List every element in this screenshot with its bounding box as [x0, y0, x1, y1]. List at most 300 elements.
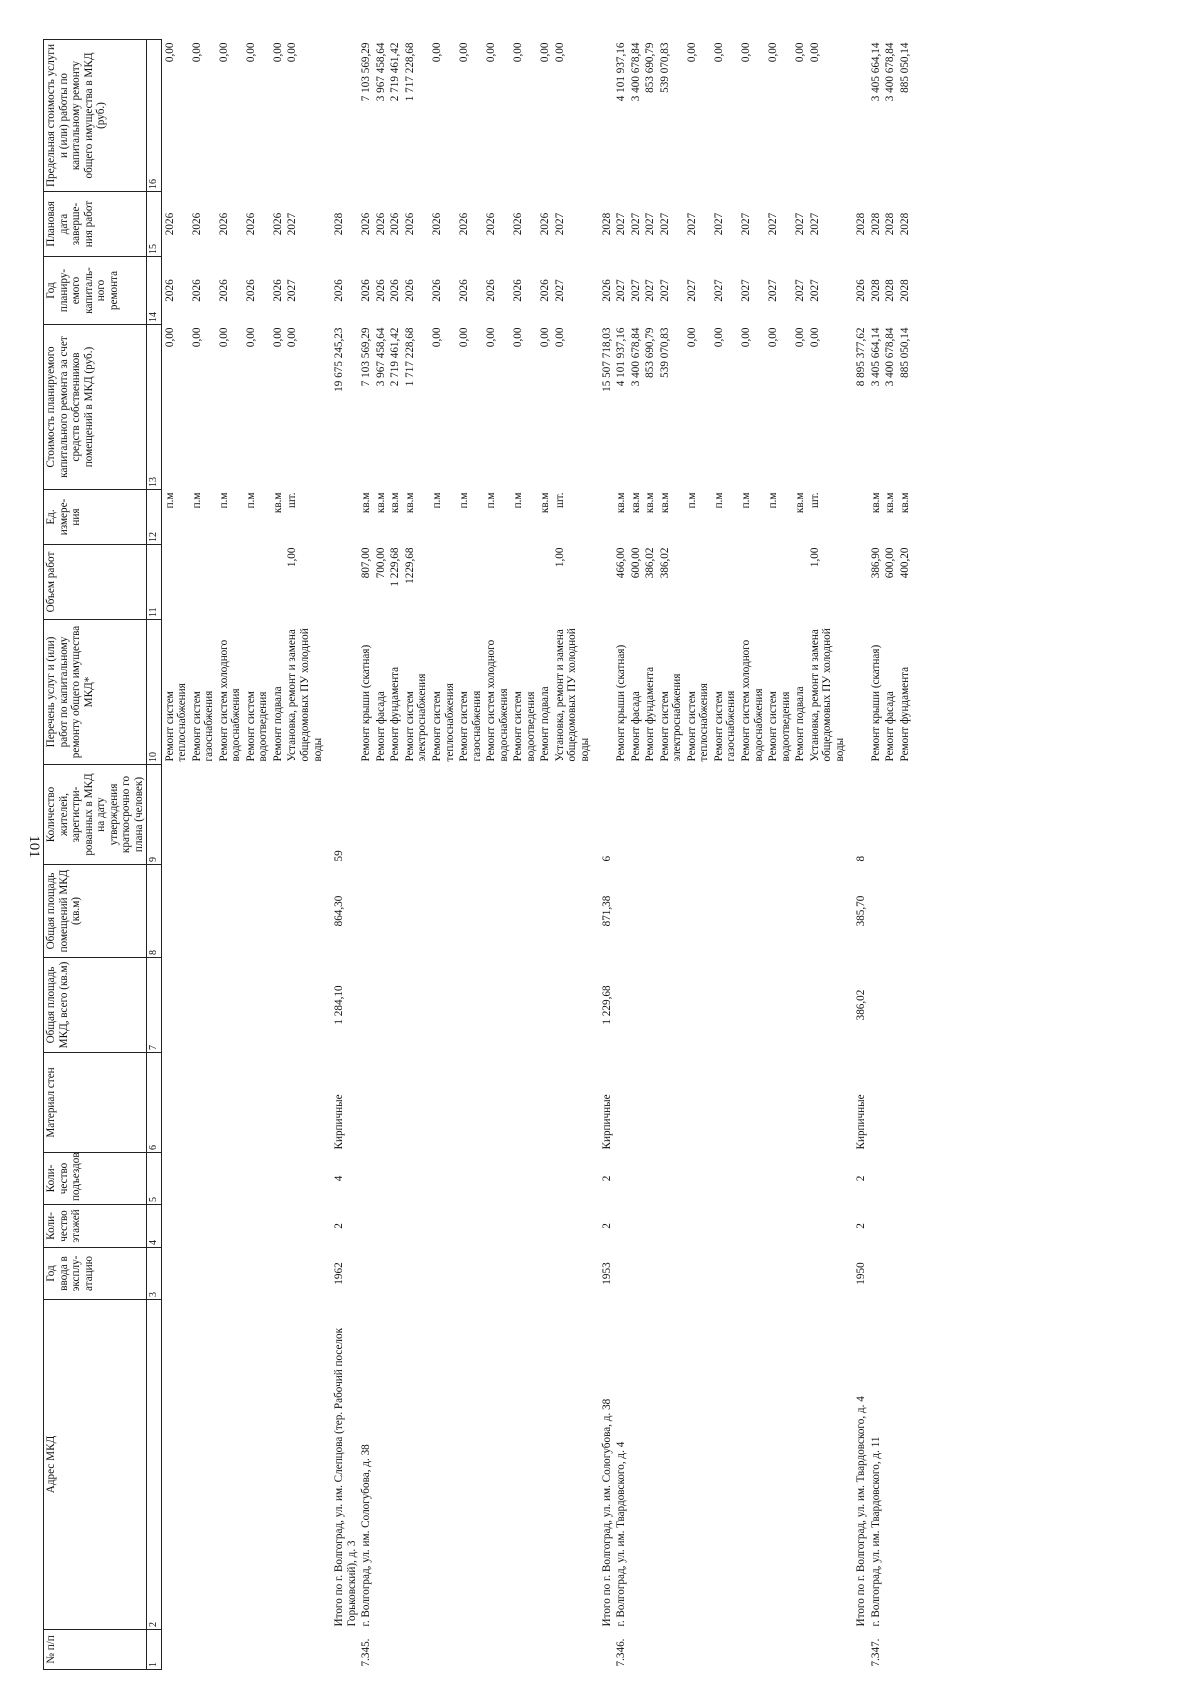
total-area-cell — [766, 958, 793, 1053]
end-date-cell: 2028 — [884, 212, 897, 236]
volume-cell: 1229,68 — [403, 547, 416, 584]
repair-year-cell: 2026 — [190, 279, 203, 302]
entrances-cell — [403, 1153, 430, 1205]
volume-cell — [217, 545, 244, 620]
repair-year-cell: 2027 — [286, 279, 299, 302]
entrances-cell — [538, 1153, 553, 1205]
volume-cell: 400,20 — [899, 547, 911, 579]
total-area-cell — [244, 958, 271, 1053]
year-built-cell — [359, 1248, 374, 1300]
entrances-cell — [712, 1153, 739, 1205]
column-header-10: Перечень услуг и (или) работ по капитальному ремонту общего имущества МКД* — [44, 620, 147, 765]
table-body — [161, 40, 912, 1670]
residents-cell — [244, 765, 271, 865]
row-number — [883, 1630, 898, 1670]
address-cell — [484, 1300, 511, 1630]
unit-cell: кв.м — [869, 492, 882, 514]
end-date-cell: 2027 — [658, 212, 671, 236]
year-built-cell — [685, 1248, 712, 1300]
cost-cell: 0,00 — [244, 327, 257, 348]
total-area-cell: 1 229,68 — [600, 985, 613, 1025]
residents-cell — [359, 765, 374, 865]
end-date-cell: 2028 — [333, 212, 346, 236]
year-built-cell — [643, 1248, 658, 1300]
work-cell: Ремонт систем холодного водоснабжения — [217, 639, 243, 762]
entrances-cell — [766, 1153, 793, 1205]
address-cell: г. Волгоград, ул. им. Сологубова, д. 38 — [360, 1444, 373, 1627]
work-cell: Ремонт систем газоснабжения — [458, 690, 483, 762]
floors-cell — [793, 1205, 808, 1248]
repair-year-cell: 2026 — [217, 279, 230, 302]
address-cell — [217, 1300, 244, 1630]
repair-year-cell: 2026 — [403, 279, 416, 302]
row-number — [685, 1630, 712, 1670]
residents-cell — [484, 765, 511, 865]
column-number-10: 10 — [147, 620, 161, 765]
cost-cell: 0,00 — [512, 327, 525, 348]
floors-cell — [629, 1205, 644, 1248]
year-built-cell: 1950 — [855, 1262, 868, 1285]
row-number — [374, 1630, 389, 1670]
wall-material-cell — [271, 1053, 286, 1153]
end-date-cell: 2027 — [286, 212, 299, 236]
column-number-15: 15 — [147, 192, 161, 257]
address-cell: г. Волгоград, ул. им. Твардовского, д. 4 — [615, 1441, 628, 1627]
year-built-cell — [217, 1248, 244, 1300]
table-row — [685, 40, 712, 1670]
row-number — [325, 1630, 359, 1670]
limit-cost-cell: 539 070,83 — [658, 42, 671, 93]
residents-cell — [403, 765, 430, 865]
end-date-cell: 2026 — [271, 212, 284, 236]
column-number-7: 7 — [147, 958, 161, 1053]
premises-area-cell — [271, 865, 286, 958]
year-built-cell — [553, 1248, 593, 1300]
address-cell — [898, 1300, 913, 1630]
total-area-cell — [643, 958, 658, 1053]
cost-cell: 0,00 — [190, 327, 203, 348]
address-cell — [285, 1300, 325, 1630]
limit-cost-cell — [847, 40, 869, 192]
end-date-cell: 2028 — [600, 212, 613, 236]
volume-cell — [847, 545, 869, 620]
unit-cell: кв.м — [884, 492, 897, 514]
floors-cell — [538, 1205, 553, 1248]
floors-cell — [739, 1205, 766, 1248]
row-number: 7.345. — [360, 1638, 373, 1667]
end-date-cell: 2026 — [217, 212, 230, 236]
work-cell: Ремонт систем теплоснабжения — [163, 683, 189, 762]
year-built-cell: 1953 — [600, 1262, 613, 1285]
table-row — [766, 40, 793, 1670]
end-date-cell: 2027 — [712, 212, 725, 236]
floors-cell — [643, 1205, 658, 1248]
table-row — [898, 40, 913, 1670]
table-row — [883, 40, 898, 1670]
limit-cost-cell: 0,00 — [286, 42, 299, 63]
limit-cost-cell: 4 101 937,16 — [615, 42, 628, 102]
unit-cell: кв.м — [389, 492, 402, 514]
floors-cell: 2 — [333, 1223, 346, 1229]
end-date-cell: 2026 — [190, 212, 203, 236]
work-cell: Ремонт подвала — [539, 686, 552, 762]
table-row — [869, 40, 884, 1670]
unit-cell: п.м — [163, 492, 176, 509]
year-built-cell — [190, 1248, 217, 1300]
repair-year-cell: 2026 — [600, 279, 613, 302]
column-number-2: 2 — [147, 1300, 161, 1630]
row-number — [766, 1630, 793, 1670]
unit-cell: кв.м — [374, 492, 387, 514]
floors-cell — [685, 1205, 712, 1248]
volume-cell: 1,00 — [553, 547, 566, 568]
wall-material-cell — [161, 1053, 190, 1153]
unit-cell: кв.м — [658, 492, 671, 514]
address-cell — [793, 1300, 808, 1630]
floors-cell — [808, 1205, 848, 1248]
unit-cell: п.м — [485, 492, 498, 509]
total-area-cell — [161, 958, 190, 1053]
limit-cost-cell: 0,00 — [512, 42, 525, 63]
column-header-12: Ед. измере-ния — [44, 490, 147, 545]
cost-cell: 539 070,83 — [658, 327, 671, 378]
volume-cell: 1,00 — [286, 547, 299, 568]
unit-cell: шт. — [553, 492, 566, 508]
column-header-13: Стоимость планируемого капитального ремонта за счет средств собственников помещений в МКД (руб.) — [44, 325, 147, 490]
row-number — [629, 1630, 644, 1670]
wall-material-cell: Кирпичные — [855, 1094, 868, 1150]
end-date-cell: 2026 — [374, 212, 387, 236]
floors-cell — [658, 1205, 685, 1248]
repair-year-cell: 2027 — [808, 279, 821, 302]
work-cell: Ремонт систем водоотведения — [512, 691, 537, 762]
year-built-cell — [629, 1248, 644, 1300]
address-cell — [685, 1300, 712, 1630]
premises-area-cell — [217, 865, 244, 958]
floors-cell — [511, 1205, 538, 1248]
limit-cost-cell: 885 050,14 — [899, 42, 911, 93]
entrances-cell: 2 — [600, 1175, 613, 1182]
end-date-cell: 2027 — [553, 212, 566, 236]
end-date-cell: 2026 — [360, 212, 373, 236]
work-cell: Ремонт систем электроснабжения — [403, 673, 429, 762]
entrances-cell — [161, 1153, 190, 1205]
repair-year-cell: 2027 — [739, 279, 752, 302]
year-built-cell — [388, 1248, 403, 1300]
total-area-cell: 386,02 — [855, 989, 868, 1021]
row-number — [217, 1630, 244, 1670]
total-area-cell — [271, 958, 286, 1053]
year-built-cell — [883, 1248, 898, 1300]
wall-material-cell — [643, 1053, 658, 1153]
floors-cell — [374, 1205, 389, 1248]
unit-cell: п.м — [244, 492, 257, 509]
total-area-cell — [484, 958, 511, 1053]
floors-cell — [161, 1205, 190, 1248]
repair-year-cell: 2028 — [869, 279, 882, 302]
row-number — [285, 1630, 325, 1670]
cost-cell: 3 967 458,64 — [374, 327, 387, 387]
limit-cost-cell: 0,00 — [739, 42, 752, 63]
page-number: 101 — [25, 835, 42, 858]
column-header-11: Объем работ — [44, 545, 147, 620]
work-cell — [593, 620, 615, 765]
limit-cost-cell: 1 717 228,68 — [403, 42, 416, 102]
table-row — [285, 40, 325, 1670]
table-row — [484, 40, 511, 1670]
residents-cell — [553, 765, 593, 865]
cost-cell: 3 400 678,84 — [884, 327, 897, 387]
end-date-cell: 2026 — [403, 212, 416, 236]
cost-cell: 1 717 228,68 — [403, 327, 416, 387]
residents-cell — [869, 765, 884, 865]
cost-cell: 0,00 — [430, 327, 443, 348]
entrances-cell — [359, 1153, 374, 1205]
table-row — [374, 40, 389, 1670]
work-cell: Ремонт систем водоотведения — [767, 691, 792, 762]
limit-cost-cell: 3 405 664,14 — [869, 42, 882, 102]
column-number-8: 8 — [147, 865, 161, 958]
row-number — [403, 1630, 430, 1670]
wall-material-cell — [658, 1053, 685, 1153]
volume-cell — [190, 545, 217, 620]
work-cell: Ремонт фундамента — [899, 666, 911, 762]
floors-cell — [403, 1205, 430, 1248]
premises-area-cell — [161, 865, 190, 958]
total-area-cell — [457, 958, 484, 1053]
residents-cell — [161, 765, 190, 865]
limit-cost-cell: 2 719 461,42 — [389, 42, 402, 102]
premises-area-cell — [869, 865, 884, 958]
repair-year-cell: 2027 — [629, 279, 642, 302]
column-header-8: Общая площадь помещений МКД (кв.м) — [44, 865, 147, 958]
cost-cell: 2 719 461,42 — [389, 327, 402, 387]
entrances-cell — [869, 1153, 884, 1205]
residents-cell — [808, 765, 848, 865]
residents-cell — [614, 765, 629, 865]
column-number-13: 13 — [147, 325, 161, 490]
cost-cell: 0,00 — [712, 327, 725, 348]
limit-cost-cell: 3 967 458,64 — [374, 42, 387, 102]
cost-cell: 3 400 678,84 — [629, 327, 642, 387]
premises-area-cell — [244, 865, 271, 958]
premises-area-cell — [883, 865, 898, 958]
year-built-cell — [271, 1248, 286, 1300]
table-row — [511, 40, 538, 1670]
end-date-cell: 2026 — [458, 212, 471, 236]
limit-cost-cell: 0,00 — [190, 42, 203, 63]
volume-cell — [457, 545, 484, 620]
unit-cell: п.м — [767, 492, 780, 509]
floors-cell — [388, 1205, 403, 1248]
entrances-cell — [244, 1153, 271, 1205]
year-built-cell — [430, 1248, 457, 1300]
unit-cell: кв.м — [615, 492, 628, 514]
column-number-11: 11 — [147, 545, 161, 620]
floors-cell — [217, 1205, 244, 1248]
premises-area-cell — [190, 865, 217, 958]
end-date-cell: 2026 — [430, 212, 443, 236]
row-number — [643, 1630, 658, 1670]
limit-cost-cell: 0,00 — [430, 42, 443, 63]
work-cell — [847, 620, 869, 765]
cost-cell: 7 103 569,29 — [360, 327, 373, 387]
row-number — [244, 1630, 271, 1670]
column-number-14: 14 — [147, 257, 161, 325]
volume-cell: 386,02 — [644, 547, 657, 579]
table-row — [161, 40, 190, 1670]
wall-material-cell — [869, 1053, 884, 1153]
volume-cell: 1 229,68 — [389, 547, 402, 587]
total-area-cell — [374, 958, 389, 1053]
residents-cell — [658, 765, 685, 865]
limit-cost-cell: 0,00 — [485, 42, 498, 63]
address-cell — [388, 1300, 403, 1630]
year-built-cell — [614, 1248, 629, 1300]
floors-cell: 2 — [600, 1223, 613, 1229]
residents-cell — [374, 765, 389, 865]
address-cell — [883, 1300, 898, 1630]
address-cell: г. Волгоград, ул. им. Твардовского, д. 11 — [869, 1436, 882, 1627]
premises-area-cell — [658, 865, 685, 958]
repair-year-cell: 2026 — [485, 279, 498, 302]
residents-cell — [793, 765, 808, 865]
work-cell: Установка, ремонт и замена общедомовых ПУ холодной воды — [553, 628, 591, 762]
total-area-cell — [712, 958, 739, 1053]
entrances-cell — [190, 1153, 217, 1205]
floors-cell — [883, 1205, 898, 1248]
unit-cell: п.м — [190, 492, 203, 509]
cost-cell: 0,00 — [739, 327, 752, 348]
column-number-12: 12 — [147, 490, 161, 545]
repair-year-cell: 2026 — [271, 279, 284, 302]
end-date-cell: 2027 — [767, 212, 780, 236]
row-number — [430, 1630, 457, 1670]
cost-cell: 19 675 245,23 — [333, 327, 346, 392]
table-row — [271, 40, 286, 1670]
premises-area-cell — [739, 865, 766, 958]
unit-cell: кв.м — [271, 492, 284, 514]
floors-cell — [244, 1205, 271, 1248]
residents-cell: 8 — [855, 855, 868, 862]
cost-cell: 4 101 937,16 — [615, 327, 628, 387]
header-numbers-row — [147, 40, 161, 1670]
total-area-cell — [553, 958, 593, 1053]
year-built-cell — [658, 1248, 685, 1300]
cost-cell: 0,00 — [485, 327, 498, 348]
wall-material-cell — [244, 1053, 271, 1153]
residents-cell — [190, 765, 217, 865]
work-cell: Ремонт систем водоотведения — [244, 691, 270, 762]
wall-material-cell — [629, 1053, 644, 1153]
cost-cell: 0,00 — [553, 327, 566, 348]
premises-area-cell — [538, 865, 553, 958]
end-date-cell: 2028 — [869, 212, 882, 236]
table-row — [712, 40, 739, 1670]
work-cell: Ремонт систем газоснабжения — [190, 690, 216, 762]
total-row — [593, 40, 615, 1670]
table-row — [793, 40, 808, 1670]
cost-cell: 0,00 — [685, 327, 698, 348]
column-number-5: 5 — [147, 1153, 161, 1205]
cost-cell: 3 405 664,14 — [869, 327, 882, 387]
repair-year-cell: 2026 — [374, 279, 387, 302]
repair-year-cell: 2027 — [794, 279, 807, 302]
table-header — [44, 40, 162, 1670]
floors-cell — [712, 1205, 739, 1248]
volume-cell — [244, 545, 271, 620]
premises-area-cell — [898, 865, 913, 958]
row-number — [593, 1630, 615, 1670]
volume-cell — [593, 545, 615, 620]
address-cell — [712, 1300, 739, 1630]
limit-cost-cell: 0,00 — [808, 42, 821, 63]
volume-cell: 807,00 — [360, 547, 373, 579]
residents-cell — [511, 765, 538, 865]
volume-cell: 1,00 — [808, 547, 821, 568]
column-header-3: Год ввода в эксплу-атацию — [44, 1248, 147, 1300]
work-cell: Ремонт подвала — [271, 686, 284, 762]
residents-cell — [883, 765, 898, 865]
limit-cost-cell: 0,00 — [271, 42, 284, 63]
entrances-cell — [285, 1153, 325, 1205]
volume-cell — [685, 545, 712, 620]
entrances-cell — [430, 1153, 457, 1205]
unit-cell: шт. — [286, 492, 299, 508]
address-cell — [808, 1300, 848, 1630]
row-number — [712, 1630, 739, 1670]
cost-cell: 0,00 — [163, 327, 176, 348]
work-cell: Ремонт крыши (скатная) — [869, 644, 882, 762]
limit-cost-cell: 0,00 — [553, 42, 566, 63]
end-date-cell: 2027 — [615, 212, 628, 236]
work-cell: Ремонт подвала — [794, 686, 807, 762]
row-number — [793, 1630, 808, 1670]
work-cell: Ремонт фасада — [374, 691, 387, 762]
repair-year-cell: 2026 — [855, 279, 868, 302]
address-cell — [643, 1300, 658, 1630]
premises-area-cell — [359, 865, 374, 958]
entrances-cell — [883, 1153, 898, 1205]
entrances-cell — [808, 1153, 848, 1205]
column-header-14: Год планиру-емого капиталь-ного ремонта — [44, 257, 147, 325]
floors-cell — [430, 1205, 457, 1248]
entrances-cell — [685, 1153, 712, 1205]
row-number — [898, 1630, 913, 1670]
column-header-9: Количество жителей, зарегистри-рованных в МКД на дату утверждения краткосрочно го плана (человек) — [44, 765, 147, 865]
end-date-cell: 2027 — [629, 212, 642, 236]
table-row — [190, 40, 217, 1670]
cost-cell: 8 895 377,62 — [855, 327, 868, 387]
cost-cell: 0,00 — [794, 327, 807, 348]
unit-cell: кв.м — [539, 492, 552, 514]
table-row — [217, 40, 244, 1670]
row-number — [190, 1630, 217, 1670]
limit-cost-cell: 0,00 — [217, 42, 230, 63]
wall-material-cell — [484, 1053, 511, 1153]
repair-year-cell: 2026 — [333, 279, 346, 302]
row-number — [484, 1630, 511, 1670]
cost-cell: 853 690,79 — [644, 327, 657, 378]
column-header-1: № п/п — [44, 1630, 147, 1670]
limit-cost-cell: 0,00 — [458, 42, 471, 63]
residents-cell — [457, 765, 484, 865]
cost-cell: 15 507 718,03 — [600, 327, 613, 392]
premises-area-cell — [614, 865, 629, 958]
limit-cost-cell: 0,00 — [244, 42, 257, 63]
total-area-cell — [538, 958, 553, 1053]
total-area-cell — [388, 958, 403, 1053]
